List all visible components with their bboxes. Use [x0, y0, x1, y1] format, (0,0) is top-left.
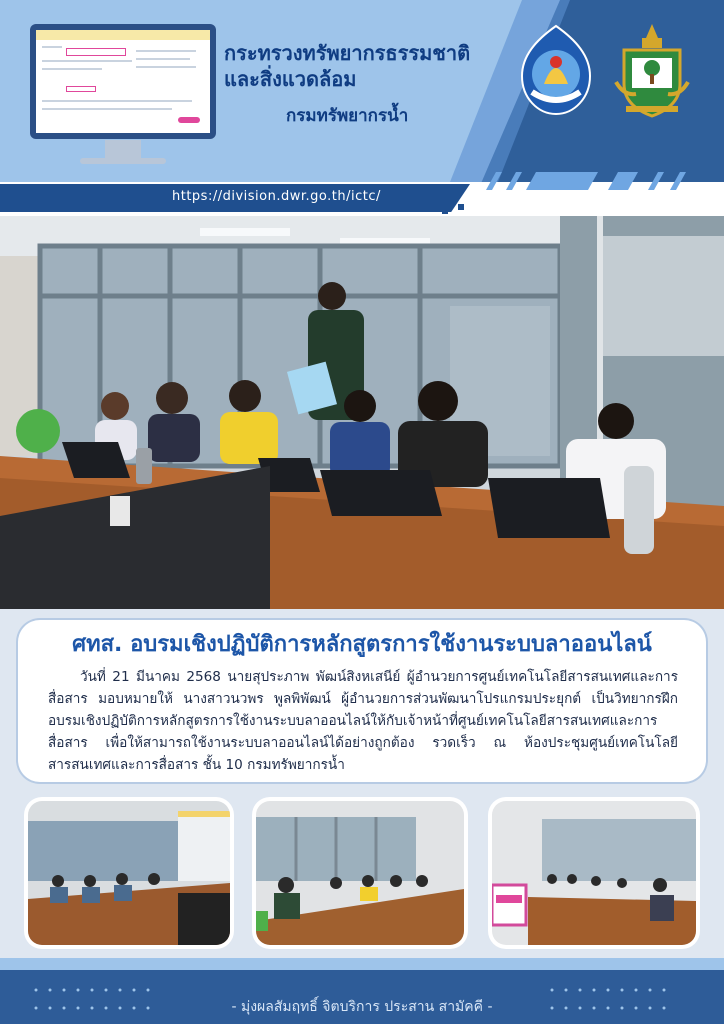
decorative-stripes — [478, 172, 714, 190]
thumbnail-photo-2 — [252, 797, 468, 949]
ministry-name-line2: และสิ่งแวดล้อม — [224, 67, 357, 91]
monitor-base — [80, 158, 166, 164]
footer-light-band — [0, 958, 724, 970]
monitor-illustration — [30, 24, 216, 139]
article-body: วันที่ 21 มีนาคม 2568 นายสุประภาพ พัฒน์สิงหเสนีย์ ผู้อำนวยการศูนย์เทคโนโลยีสารสนเทศและการสื่อสาร มอบหมายให้ นางสาวนวพร พูลพิพัฒน์ ผู้อำนวยการส่วนพัฒนาโปรแกรมประยุกต์ เป็นวิทยากรฝึกอบรมเชิงปฏิบัติการหลักสูตรการใช้งานระบบลาออนไลน์ให้กับเจ้าหน้าที่ศูนย์เทคโนโลยีสารสนเทศและการสื่อสาร เพื่อให้สามารถใช้งานระบบลาออนไลน์ได้อย่างถูกต้อง รวดเร็ว ณ ห้องประชุมศูนย์เทคโนโลยีสารสนเทศและการสื่อสาร ชั้น 10 กรมทรัพยากรน้ำ — [48, 669, 678, 773]
ministry-title-block — [224, 40, 514, 129]
header-banner — [0, 0, 724, 182]
article-card — [18, 620, 706, 782]
department-name: กรมทรัพยากรน้ำ — [286, 106, 409, 126]
article-headline: ศทส. อบรมเชิงปฏิบัติการหลักสูตรการใช้งานระบบลาออนไลน์ — [72, 632, 652, 657]
monitor-stand — [105, 140, 141, 160]
ministry-emblem-icon — [612, 22, 692, 120]
thumbnail-photo-3 — [488, 797, 700, 949]
thumbnail-row — [24, 797, 700, 949]
footer-slogan: - มุ่งผลสัมฤทธิ์ จิตบริการ ประสาน สามัคคี - — [231, 999, 493, 1015]
monitor-screen — [36, 30, 210, 133]
meeting-room-photo-icon — [256, 801, 464, 945]
department-of-water-resources-seal-icon — [516, 22, 596, 120]
training-session-photo-icon — [0, 216, 724, 609]
thumbnail-photo-1 — [24, 797, 234, 949]
meeting-room-photo-icon — [492, 801, 696, 945]
meeting-room-photo-icon — [28, 801, 230, 945]
ministry-name-line1: กระทรวงทรัพยากรธรรมชาติ — [224, 41, 471, 65]
website-url[interactable]: https://division.dwr.go.th/ictc/ — [172, 189, 381, 204]
pixel-pattern-icon — [384, 180, 468, 216]
